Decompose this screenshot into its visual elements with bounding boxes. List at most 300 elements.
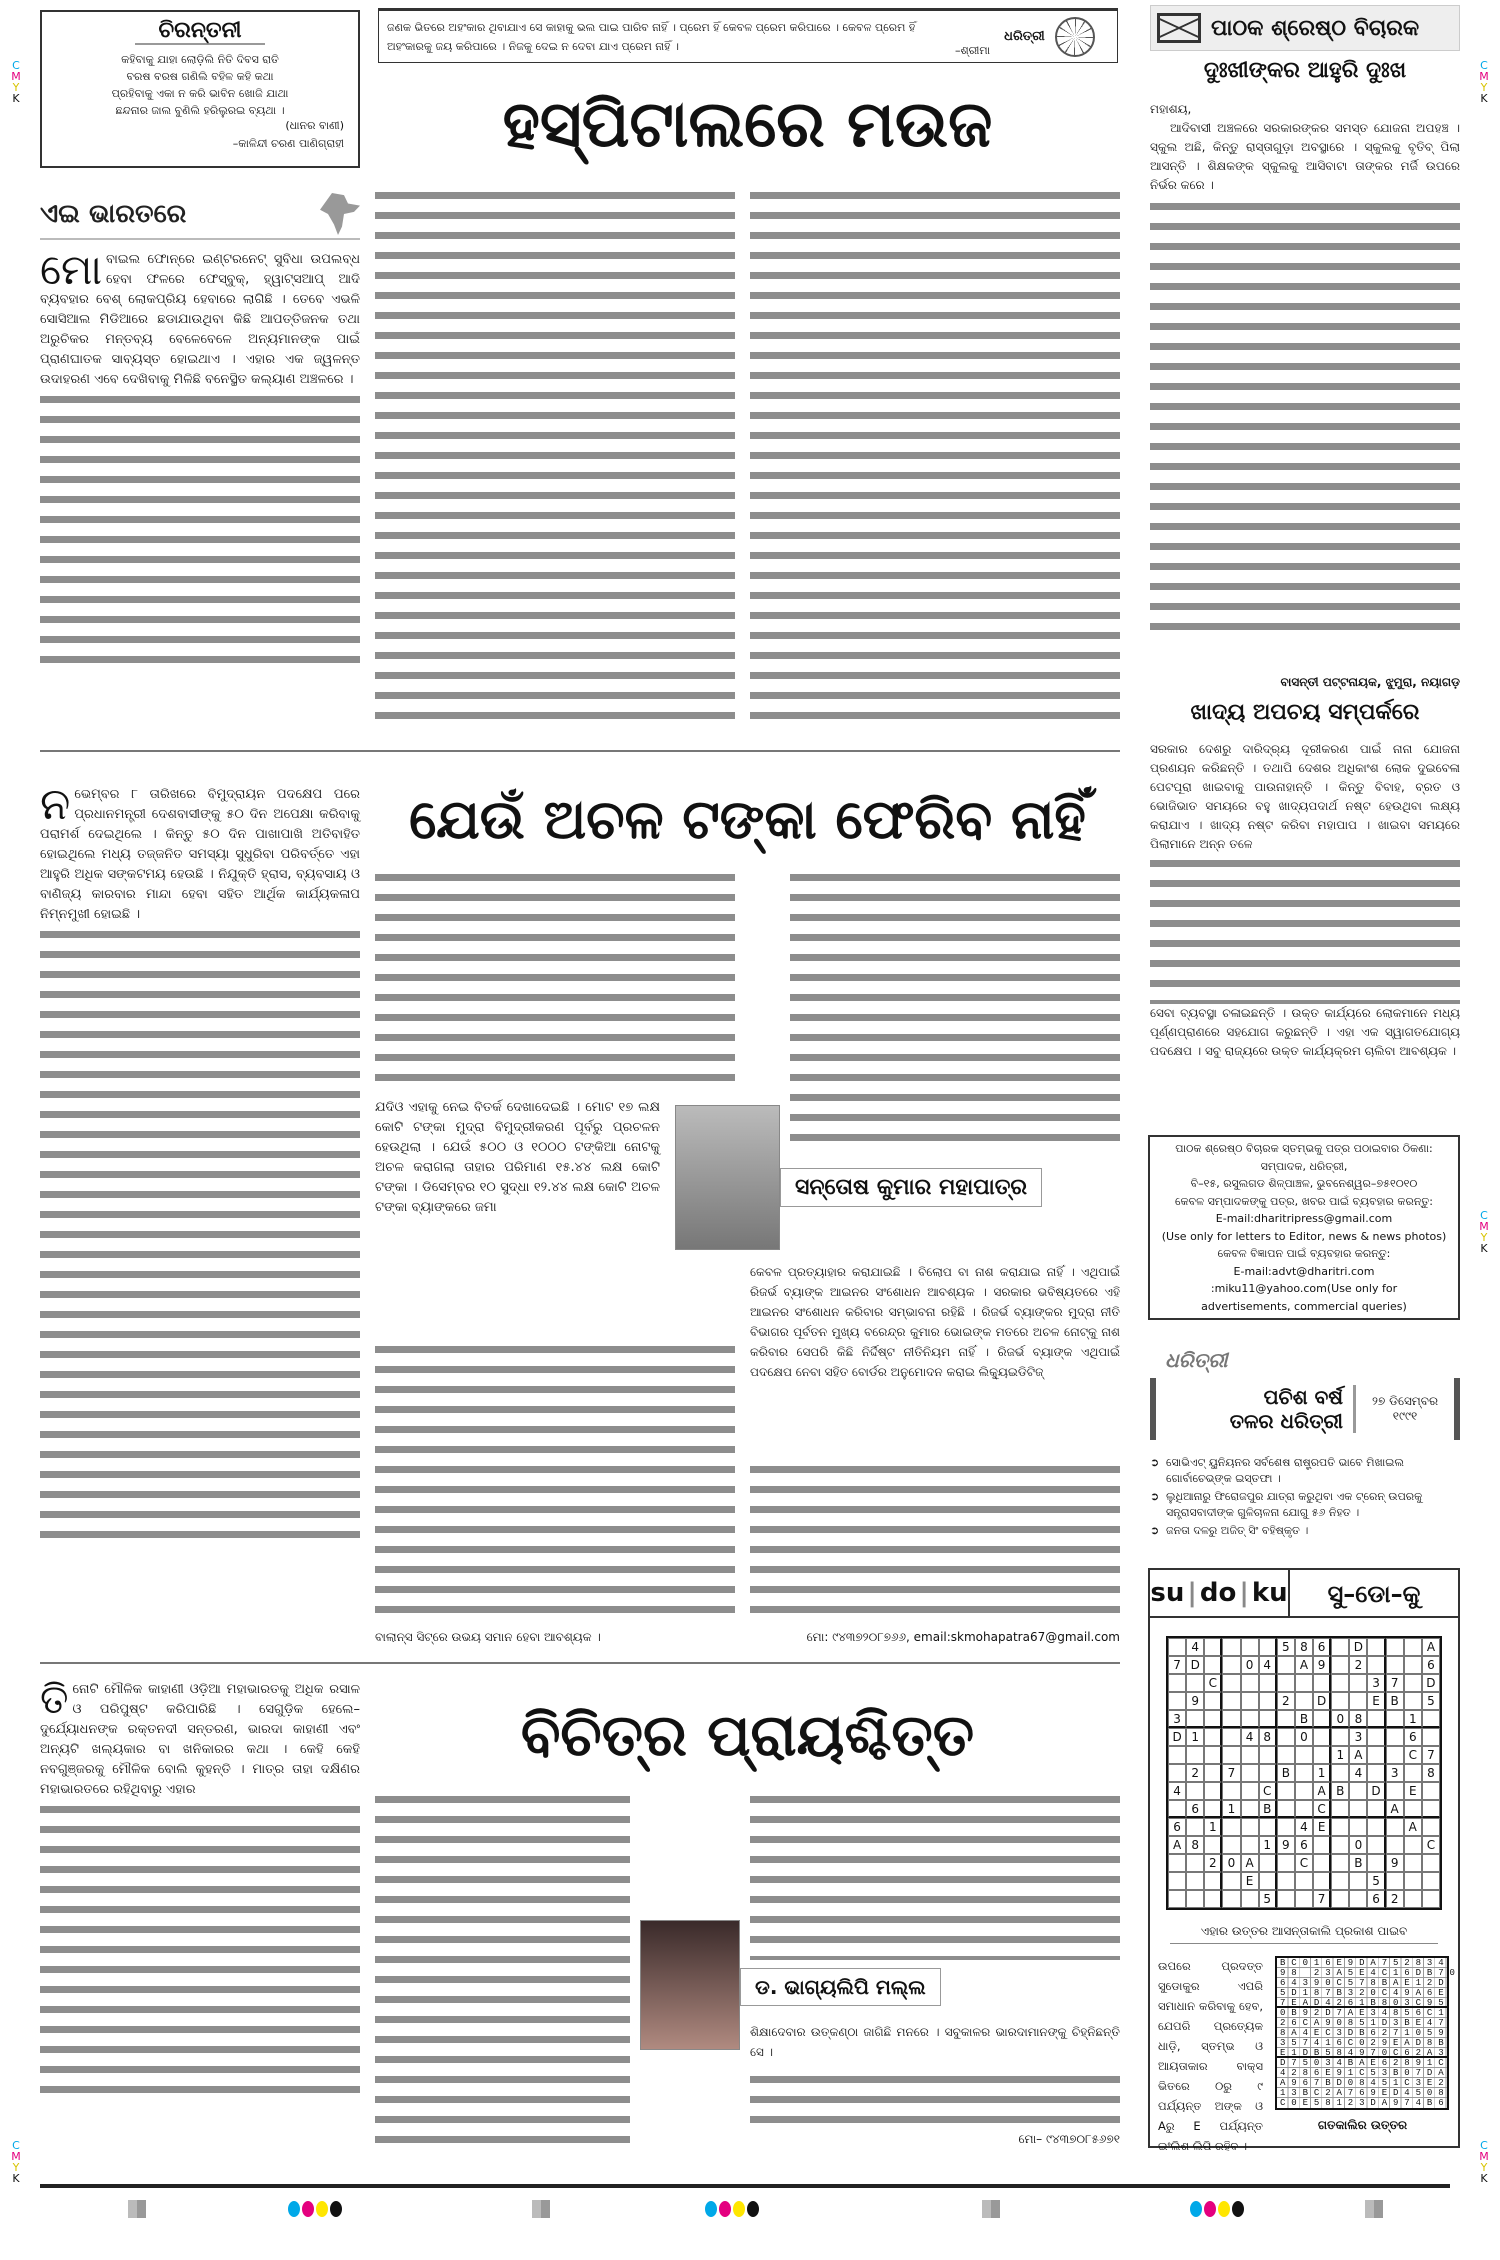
sudoku-cell[interactable]: 6 — [1313, 1638, 1331, 1656]
sudoku-cell[interactable]: A — [1349, 1746, 1367, 1764]
sudoku-cell[interactable]: 1 — [1222, 1800, 1240, 1818]
sudoku-cell[interactable]: 1 — [1331, 1746, 1349, 1764]
article2-dropcap: ନ — [40, 779, 71, 830]
sudoku-cell[interactable] — [1295, 1782, 1313, 1800]
sudoku-cell[interactable]: A — [1313, 1782, 1331, 1800]
sudoku-cell[interactable] — [1367, 1818, 1385, 1836]
sudoku-cell[interactable] — [1349, 1800, 1367, 1818]
sudoku-cell[interactable] — [1204, 1782, 1222, 1800]
sudoku-cell[interactable] — [1241, 1764, 1259, 1782]
sudoku-cell[interactable] — [1204, 1638, 1222, 1656]
article3-contact: ମୋ– ୯୪୩୭୦୮୫୬୭୧ — [1018, 2132, 1120, 2146]
sudoku-cell[interactable]: 7 — [1168, 1656, 1186, 1674]
sudoku-cell[interactable] — [1168, 1674, 1186, 1692]
sudoku-cell[interactable]: 4 — [1349, 1764, 1367, 1782]
sudoku-cell[interactable] — [1295, 1746, 1313, 1764]
registration-mark-cmyk-right-mid: C M Y K — [1479, 1209, 1489, 1255]
sudoku-cell[interactable] — [1386, 1728, 1404, 1746]
sudoku-answer-row: A967BD08451C3E2 — [1277, 2078, 1447, 2088]
sudoku-cell[interactable]: 1 — [1204, 1818, 1222, 1836]
sudoku-cell[interactable] — [1186, 1674, 1204, 1692]
chirantani-line: କହିବାକୁ ଯାହା ଲୋଡ଼ିଲି ନିତି ଦିବସ ରାତି — [121, 53, 279, 66]
article2-col2: ଯଦିଓ ଏହାକୁ ନେଇ ବିତର୍କ ଦେଖାଦେଇଛି । ମୋଟ ୧୭ ଲକ୍ଷ କୋଟି ଟଙ୍କା ମୁଦ୍ରା ବିମୁଦ୍ରୀକରଣ ପୂର୍ବରୁ ପ୍ରଚଳନ ହେଉଥିଲା । ଯେଉଁ ୫୦୦ ଓ ୧୦୦୦ ଟଙ୍କିଆ ନୋଟକୁ ଅଚଳ କରାଗଲା ତାହାର ପରିମାଣ ୧୫.୪୪ ଲକ୍ଷ କୋଟି ଟଙ୍କା । ଡିସେମ୍ବର ୧୦ ସୁଦ୍ଧା ୧୨.୪୪ ଲକ୍ଷ କୋଟି ଅଚଳ ଟଙ୍କା ବ୍ୟାଙ୍କରେ ଜମା — [375, 1100, 660, 1215]
sudoku-cell[interactable] — [1204, 1836, 1222, 1854]
sudoku-cell[interactable] — [1331, 1674, 1349, 1692]
sudoku-cell[interactable]: 0 — [1222, 1854, 1240, 1872]
color-dot — [316, 2201, 328, 2217]
sudoku-cell[interactable] — [1422, 1872, 1440, 1890]
sudoku-cell[interactable]: A — [1422, 1638, 1440, 1656]
sudoku-cell[interactable]: D — [1349, 1638, 1367, 1656]
sudoku-cell[interactable] — [1168, 1764, 1186, 1782]
gray-patch — [128, 2200, 146, 2218]
years25-logo: ଧରିତ୍ରୀ — [1165, 1348, 1228, 1372]
sudoku-answer-row: BC016E9DA752834 — [1277, 1958, 1447, 1968]
sudoku-cell[interactable]: 4 — [1186, 1638, 1204, 1656]
sudoku-cell[interactable]: 0 — [1241, 1656, 1259, 1674]
sudoku-cell[interactable] — [1295, 1872, 1313, 1890]
sudoku-cell[interactable]: C — [1313, 1800, 1331, 1818]
letter2-text: ସରକାର ଦେଶରୁ ଦାରିଦ୍ର୍ୟ ଦୂରୀକରଣ ପାଇଁ ନାନା ଯୋଜନା ପ୍ରଣୟନ କରିଛନ୍ତି । ତଥାପି ଦେଶର ଅଧିକାଂଶ ଲୋକ ଦୁଇବେଳା ପେଟପୂରା ଖାଇବାକୁ ପାଉନାହାନ୍ତି । କିନ୍ତୁ ବିବାହ, ବ୍ରତ ଓ ଭୋଜିଭାତ ସମୟରେ ବହୁ ଖାଦ୍ୟପଦାର୍ଥ ନଷ୍ଟ ହେଉଥିବା ଲକ୍ଷ୍ୟ କରାଯାଏ । ଖାଦ୍ୟ ନଷ୍ଟ କରିବା ମହାପାପ । ଖାଇବା ସମୟରେ ପିଲାମାନେ ଅନ୍ନ ତଳେ — [1150, 742, 1460, 851]
sudoku-cell[interactable] — [1404, 1638, 1422, 1656]
sudoku-cell[interactable] — [1422, 1710, 1440, 1728]
sudoku-cell[interactable]: 5 — [1422, 1692, 1440, 1710]
article3-col3-top — [750, 1790, 1120, 1960]
sudoku-cell[interactable] — [1259, 1674, 1277, 1692]
sudoku-answer-row: C0E58123DA974B6 — [1280, 2098, 1450, 2108]
article2-text: ଭେମ୍ବର ୮ ତାରିଖରେ ବିମୁଦ୍ରାୟନ ପଦକ୍ଷେପ ପରେ ପ୍ରଧାନମନ୍ତ୍ରୀ ଦେଶବାସୀଙ୍କୁ ୫୦ ଦିନ ଅପେକ୍ଷା କରିବାକୁ ପରାମର୍ଶ ଦେଇଥିଲେ । କିନ୍ତୁ ୫୦ ଦିନ ପାଖାପାଖି ଅତିବାହିତ ହୋଇଥିଲେ ମଧ୍ୟ ତଜ୍ଜନିତ ସମସ୍ୟା ସୁଧୁରିବା ପରିବର୍ତ୍ତେ ଏହା ଆହୁରି ଅଧିକ ସଙ୍କଟମୟ ହେଉଛି । ନିଯୁକ୍ତି ହ୍ରାସ, ବ୍ୟବସାୟ ଓ ବାଣିଜ୍ୟ କାରବାର ମାନ୍ଦା ହେବା ସହିତ ଆର୍ଥିକ କାର୍ଯ୍ୟକଳାପ ନିମ୍ନମୁଖୀ ହୋଇଛି । — [40, 787, 360, 922]
sudoku-cell[interactable] — [1422, 1854, 1440, 1872]
sudoku-cell[interactable] — [1277, 1800, 1295, 1818]
letter1-text-continued — [1150, 197, 1460, 637]
sudoku-cell[interactable] — [1204, 1710, 1222, 1728]
sudoku-cell[interactable] — [1386, 1782, 1404, 1800]
sudoku-cell[interactable] — [1313, 1872, 1331, 1890]
sudoku-cell[interactable] — [1241, 1836, 1259, 1854]
sudoku-cell[interactable]: 3 — [1367, 1674, 1385, 1692]
sudoku-cell[interactable] — [1404, 1836, 1422, 1854]
sudoku-cell[interactable]: A — [1386, 1800, 1404, 1818]
sudoku-cell[interactable] — [1241, 1674, 1259, 1692]
sudoku-cell[interactable] — [1222, 1638, 1240, 1656]
sudoku-cell[interactable] — [1349, 1890, 1367, 1908]
sudoku-cell[interactable] — [1277, 1728, 1295, 1746]
sudoku-cell[interactable] — [1331, 1854, 1349, 1872]
sudoku-cell[interactable]: 6 — [1367, 1890, 1385, 1908]
article3-col1 — [40, 1677, 360, 2150]
article2-col3-bottom — [750, 1460, 1120, 1620]
sudoku-cell[interactable] — [1404, 1872, 1422, 1890]
sudoku-answer-row: 4286E91C53B07DA — [1277, 2068, 1447, 2078]
sudoku-cell[interactable] — [1204, 1872, 1222, 1890]
sudoku-cell[interactable]: E — [1404, 1782, 1422, 1800]
sudoku-cell[interactable] — [1222, 1674, 1240, 1692]
color-dot — [1218, 2201, 1230, 2217]
sudoku-cell[interactable] — [1386, 1656, 1404, 1674]
sudoku-cell[interactable] — [1204, 1692, 1222, 1710]
sudoku-cell[interactable]: 3 — [1386, 1764, 1404, 1782]
sudoku-cell[interactable] — [1349, 1692, 1367, 1710]
sudoku-cell[interactable] — [1186, 1782, 1204, 1800]
sudoku-cell[interactable] — [1295, 1800, 1313, 1818]
years25-date-line: ୧୯୯୧ — [1392, 1409, 1418, 1423]
article2-col3: କେବଳ ପ୍ରତ୍ୟାହାର କରାଯାଇଛି । ବିଲୋପ ବା ନାଶ କରାଯାଇ ନାହିଁ । ଏଥିପାଇଁ ରିଜର୍ଭ ବ୍ୟାଙ୍କ ଆଇନର ସଂଶୋଧନ ଆବଶ୍ୟକ । ସରକାର ଭବିଷ୍ୟତରେ ଏହି ଆଇନର ସଂଶୋଧନ କରିବାର ସମ୍ଭାବନା ରହିଛି । ରିଜର୍ଭ ବ୍ୟାଙ୍କର ମୁଦ୍ରା ନୀତି ବିଭାଗର ପୂର୍ବତନ ମୁଖ୍ୟ ବରେନ୍ଦ୍ର କୁମାର ଭୋଇଙ୍କ ମତରେ ଅଚଳ ନୋଟ୍‌କୁ ନାଶ କରିବାର ସେପରି କିଛି ନିର୍ଦ୍ଦିଷ୍ଟ ନୀତିନିୟମ ନାହିଁ । ରିଜର୍ଭ ବ୍ୟାଙ୍କ ଏଥିପାଇଁ ପଦକ୍ଷେପ ନେବା ସହିତ ବୋର୍ଡର ଅନୁମୋଦନ କରାଇ ଲିକ୍ୟୁଇଡିଟିଜ୍ — [750, 1265, 1120, 1379]
sudoku-cell[interactable] — [1404, 1656, 1422, 1674]
sudoku-cell[interactable] — [1222, 1872, 1240, 1890]
letters-header-title: ପାଠକ ଶ୍ରେଷ୍ଠ ବିଚାରକ — [1211, 15, 1420, 41]
sudoku-cell[interactable] — [1259, 1638, 1277, 1656]
sudoku-cell[interactable] — [1168, 1872, 1186, 1890]
sudoku-cell[interactable] — [1313, 1836, 1331, 1854]
sudoku-cell[interactable] — [1168, 1638, 1186, 1656]
sudoku-cell[interactable]: 6 — [1168, 1818, 1186, 1836]
sudoku-cell[interactable] — [1222, 1692, 1240, 1710]
sudoku-cell[interactable] — [1277, 1782, 1295, 1800]
sudoku-cell[interactable] — [1404, 1764, 1422, 1782]
sudoku-cell[interactable]: C — [1259, 1782, 1277, 1800]
sudoku-cell[interactable]: 7 — [1222, 1764, 1240, 1782]
sudoku-cell[interactable] — [1241, 1692, 1259, 1710]
contact-email-yahoo[interactable]: :miku11@yahoo.com(Use only for — [1210, 1282, 1398, 1295]
sudoku-answer-row: 13BC2A769ED4508 — [1277, 2088, 1447, 2098]
sudoku-cell[interactable] — [1386, 1872, 1404, 1890]
sudoku-cell[interactable] — [1277, 1674, 1295, 1692]
sudoku-cell[interactable]: A — [1295, 1656, 1313, 1674]
sudoku-cell[interactable]: 8 — [1186, 1836, 1204, 1854]
letter1-text: ଆଦିବାସୀ ଅଞ୍ଚଳରେ ସରକାରଙ୍କର ସମସ୍ତ ଯୋଜନା ଅପହଞ୍ଚ । ସ୍କୁଲ ଅଛି, କିନ୍ତୁ ରାସ୍ତାଗୁଡ଼ା ଅବସ୍ଥାରେ । ସ୍କୁଲକୁ ବୃତିବ୍ ପିଲା ଆସନ୍ତି । ଶିକ୍ଷକଙ୍କ ସ୍କୁଲକୁ ଆସିବାଟା ତାଙ୍କର ମର୍ଜି ଉପରେ ନିର୍ଭର କରେ । — [1150, 121, 1460, 192]
sudoku-cell[interactable]: B — [1349, 1854, 1367, 1872]
sudoku-cell[interactable] — [1313, 1728, 1331, 1746]
letter1-title: ଦୁଃଖୀଙ୍କର ଆହୁରି ଦୁଃଖ — [1203, 58, 1407, 83]
color-dot — [288, 2201, 300, 2217]
chirantani-line: ବରଷ ବରଷ ଗଣିଲି ବହିଳ କହି କଥା — [126, 70, 274, 83]
contact-box — [1148, 1135, 1460, 1320]
quote-author: –ଶ୍ରୀମା — [955, 44, 991, 57]
sudoku-cell[interactable]: 2 — [1277, 1692, 1295, 1710]
sudoku-cell[interactable]: A — [1241, 1854, 1259, 1872]
sudoku-cell[interactable] — [1422, 1800, 1440, 1818]
sudoku-cell[interactable] — [1367, 1800, 1385, 1818]
sudoku-cell[interactable] — [1168, 1692, 1186, 1710]
divider — [40, 1662, 1120, 1664]
bullet-item: ➲ ସୋଭିଏଟ୍ ୟୁନିୟନର ସର୍ବଶେଷ ରାଷ୍ଟ୍ରପତି ଭାବେ ମିଖାଇଲ ଗୋର୍ବାଚେଭ୍‌ଙ୍କ ଇସ୍ତଫା । — [1150, 1456, 1404, 1485]
sudoku-cell[interactable] — [1186, 1890, 1204, 1908]
sudoku-cell[interactable]: 2 — [1204, 1854, 1222, 1872]
color-dot — [1190, 2201, 1202, 2217]
sudoku-cell[interactable]: E — [1241, 1872, 1259, 1890]
sudoku-cell[interactable] — [1186, 1746, 1204, 1764]
sudoku-cell[interactable] — [1259, 1764, 1277, 1782]
sudoku-cell[interactable] — [1422, 1818, 1440, 1836]
sudoku-cell[interactable] — [1331, 1656, 1349, 1674]
sudoku-cell[interactable] — [1277, 1746, 1295, 1764]
sudoku-cell[interactable] — [1367, 1746, 1385, 1764]
sudoku-cell[interactable] — [1295, 1890, 1313, 1908]
contact-email-advt[interactable]: E-mail:advt@dharitri.com — [1233, 1264, 1375, 1278]
contact-line: advertisements, commercial queries) — [1201, 1299, 1407, 1313]
sudoku-cell[interactable]: 0 — [1349, 1836, 1367, 1854]
sudoku-cell[interactable] — [1313, 1710, 1331, 1728]
article2-col3-top — [790, 868, 1120, 1148]
contact-email-press[interactable]: E-mail:dharitripress@gmail.com — [1215, 1212, 1393, 1225]
sudoku-cell[interactable] — [1222, 1728, 1240, 1746]
quote-text: ଜଣକ ଭିତରେ ଅହଂକାର ଥିବାଯାଏ ସେ କାହାକୁ ଭଲ ପାଇ ପାରିବ ନାହିଁ । ପ୍ରେମ ହିଁ କେବଳ ପ୍ରେମ କରିପାରେ । କେବଳ ପ୍ରେମ ହିଁ ଅହଂକାରକୁ ଜୟ କରିପାରେ । ନିଜକୁ ଦେଇ ନ ଦେବା ଯାଏ ପ୍ରେମ ନାହିଁ । — [387, 20, 916, 53]
sudoku-cell[interactable] — [1204, 1890, 1222, 1908]
sudoku-cell[interactable] — [1259, 1872, 1277, 1890]
sudoku-cell[interactable] — [1386, 1818, 1404, 1836]
sudoku-cell[interactable]: D — [1168, 1728, 1186, 1746]
sudoku-cell[interactable] — [1404, 1854, 1422, 1872]
gray-patch — [1365, 2200, 1383, 2218]
color-dot — [747, 2201, 759, 2217]
sudoku-cell[interactable] — [1277, 1854, 1295, 1872]
sudoku-cell[interactable] — [1186, 1710, 1204, 1728]
article3-col2 — [375, 1790, 630, 2150]
chirantani-title: ଚିରନ୍ତନୀ — [135, 18, 265, 45]
sudoku-cell[interactable] — [1186, 1854, 1204, 1872]
sudoku-cell[interactable]: 2 — [1186, 1764, 1204, 1782]
sudoku-answer-row: 98 23A5E4C16DB70 — [1277, 1968, 1447, 1978]
sudoku-cell[interactable] — [1295, 1692, 1313, 1710]
sudoku-cell[interactable] — [1204, 1764, 1222, 1782]
sudoku-cell[interactable]: B — [1259, 1800, 1277, 1818]
sudoku-answer-label: ଗତକାଲିର ଉତ୍ତର — [1317, 2118, 1408, 2132]
sudoku-cell[interactable]: 6 — [1422, 1656, 1440, 1674]
sudoku-cell[interactable]: 9 — [1386, 1854, 1404, 1872]
sudoku-title-en: ku — [1251, 1578, 1288, 1608]
sudoku-cell[interactable]: B — [1295, 1710, 1313, 1728]
sudoku-cell[interactable]: B — [1277, 1764, 1295, 1782]
sudoku-next-answer-note: ଏହାର ଉତ୍ତର ଆସନ୍ତାକାଲି ପ୍ରକାଶ ପାଇବ — [1170, 1924, 1438, 1944]
sudoku-cell[interactable] — [1331, 1764, 1349, 1782]
sudoku-cell[interactable] — [1186, 1818, 1204, 1836]
sudoku-cell[interactable] — [1295, 1674, 1313, 1692]
article2-contact: ମୋ: ୯୪୩୭୨୦୮୭୬୬, email:skmohapatra67@gmail.com — [806, 1630, 1120, 1644]
sudoku-cell[interactable] — [1277, 1818, 1295, 1836]
sudoku-cell[interactable]: 2 — [1349, 1656, 1367, 1674]
sudoku-cell[interactable]: 6 — [1295, 1836, 1313, 1854]
sudoku-cell[interactable]: E — [1367, 1692, 1385, 1710]
sudoku-cell[interactable] — [1331, 1818, 1349, 1836]
sudoku-cell[interactable] — [1259, 1854, 1277, 1872]
envelope-icon — [1157, 13, 1201, 43]
sudoku-cell[interactable] — [1204, 1728, 1222, 1746]
sudoku-cell[interactable]: 4 — [1168, 1782, 1186, 1800]
article3-col3: ଶିକ୍ଷାଦେବାର ଉତ୍କଣ୍ଠା ଜାଗିଛି ମନରେ । ସବୁକାଳର ଭାରଦାମାନଙ୍କୁ ଚିହ୍ନିଛନ୍ତି ସେ । — [750, 2025, 1120, 2059]
sudoku-cell[interactable] — [1168, 1890, 1186, 1908]
sudoku-cell[interactable] — [1367, 1728, 1385, 1746]
sudoku-cell[interactable] — [1367, 1638, 1385, 1656]
sudoku-cell[interactable] — [1331, 1638, 1349, 1656]
sudoku-cell[interactable] — [1168, 1746, 1186, 1764]
sudoku-cell[interactable] — [1386, 1836, 1404, 1854]
color-dots — [705, 2201, 761, 2221]
sudoku-cell[interactable] — [1386, 1746, 1404, 1764]
sudoku-title-or: ସୁ–ଡୋ–କୁ — [1327, 1580, 1421, 1608]
sudoku-cell[interactable]: 9 — [1186, 1692, 1204, 1710]
sudoku-cell[interactable]: 7 — [1386, 1674, 1404, 1692]
sudoku-cell[interactable] — [1313, 1854, 1331, 1872]
sudoku-cell[interactable] — [1367, 1764, 1385, 1782]
section-header-ei-bharatare — [40, 190, 360, 240]
years25-title — [1156, 1385, 1356, 1433]
sudoku-cell[interactable]: 8 — [1349, 1710, 1367, 1728]
sudoku-cell[interactable] — [1186, 1872, 1204, 1890]
sudoku-cell[interactable]: C — [1204, 1674, 1222, 1692]
sudoku-cell[interactable] — [1222, 1710, 1240, 1728]
sudoku-cell[interactable] — [1222, 1746, 1240, 1764]
article1-dropcap: ମୋ — [40, 245, 103, 294]
sudoku-cell[interactable] — [1222, 1782, 1240, 1800]
sudoku-cell[interactable]: 1 — [1259, 1836, 1277, 1854]
sudoku-cell[interactable]: 4 — [1259, 1656, 1277, 1674]
sudoku-grid — [1166, 1636, 1442, 1910]
sudoku-cell[interactable]: 5 — [1277, 1638, 1295, 1656]
sudoku-answer-row: 8A4EC3DB6271059 — [1277, 2028, 1447, 2038]
sudoku-cell[interactable] — [1367, 1854, 1385, 1872]
sudoku-cell[interactable]: 4 — [1241, 1728, 1259, 1746]
sudoku-cell[interactable]: B — [1331, 1782, 1349, 1800]
sudoku-cell[interactable] — [1168, 1800, 1186, 1818]
sudoku-cell[interactable] — [1241, 1818, 1259, 1836]
sudoku-cell[interactable]: D — [1367, 1782, 1385, 1800]
sudoku-cell[interactable] — [1331, 1872, 1349, 1890]
sudoku-cell[interactable] — [1367, 1836, 1385, 1854]
sudoku-cell[interactable]: 8 — [1259, 1728, 1277, 1746]
sudoku-cell[interactable] — [1386, 1638, 1404, 1656]
sudoku-cell[interactable] — [1331, 1692, 1349, 1710]
sudoku-cell[interactable]: 5 — [1367, 1872, 1385, 1890]
sudoku-cell[interactable] — [1349, 1782, 1367, 1800]
sudoku-cell[interactable]: 8 — [1295, 1638, 1313, 1656]
article1-text: ବାଇଲ ଫୋନ୍‌ରେ ଇଣ୍ଟରନେଟ୍ ସୁବିଧା ଉପଲବ୍ଧ ହେବା ଫଳରେ ଫେସ୍‌ବୁକ୍, ହ୍ୱାଟ୍‌ସଆପ୍ ଆଦି ବ୍ୟବହାର ବେଶ୍ ଲୋକପ୍ରିୟ ହେବାରେ ଲାଗିଛି । ତେବେ ଏଭଳି ସୋସିଆଲ ମିଡିଆରେ ଛଡାଯାଉଥିବା କିଛି ଆପତ୍ତିଜନକ ତଥା ଅରୁଚିକର ମନ୍ତବ୍ୟ ବେଳେବେଳେ ଅନ୍ୟମାନଙ୍କ ପାଇଁ ପ୍ରାଣଘାତକ ସାବ୍ୟସ୍ତ ହୋଇଥାଏ । ଏହାର ଏକ ଜ୍ୱଳନ୍ତ ଉଦାହରଣ ଏବେ ଦେଖିବାକୁ ମିଳିଛି ବନେସ୍ଥିତ କଲ୍ୟାଣ ଅଞ୍ଚଳରେ । — [40, 252, 360, 387]
years25-date-line: ୨୭ ଡିସେମ୍ବର — [1371, 1394, 1439, 1408]
sudoku-cell[interactable] — [1404, 1800, 1422, 1818]
sudoku-cell[interactable]: 1 — [1313, 1764, 1331, 1782]
sudoku-cell[interactable]: 3 — [1349, 1728, 1367, 1746]
sudoku-cell[interactable]: 6 — [1186, 1800, 1204, 1818]
sudoku-cell[interactable] — [1349, 1818, 1367, 1836]
sudoku-cell[interactable]: D — [1313, 1692, 1331, 1710]
sudoku-cell[interactable] — [1277, 1890, 1295, 1908]
sudoku-cell[interactable]: B — [1386, 1692, 1404, 1710]
sudoku-cell[interactable] — [1222, 1818, 1240, 1836]
sudoku-cell[interactable]: C — [1295, 1854, 1313, 1872]
article1-text-continued — [40, 390, 360, 670]
color-dots — [1190, 2201, 1246, 2221]
sudoku-title-en: su — [1150, 1578, 1185, 1608]
letter2-text-continued — [1150, 854, 1460, 1004]
sudoku-cell[interactable] — [1331, 1800, 1349, 1818]
sudoku-cell[interactable]: D — [1422, 1674, 1440, 1692]
sudoku-cell[interactable] — [1404, 1674, 1422, 1692]
sudoku-cell[interactable] — [1277, 1872, 1295, 1890]
sudoku-cell[interactable]: 6 — [1404, 1728, 1422, 1746]
sudoku-cell[interactable] — [1331, 1728, 1349, 1746]
sudoku-cell[interactable]: 0 — [1331, 1710, 1349, 1728]
registration-mark-cmyk-left-top: C M Y K — [11, 59, 21, 105]
sudoku-cell[interactable] — [1259, 1710, 1277, 1728]
article2-text-continued — [40, 925, 360, 1545]
sudoku-cell[interactable] — [1277, 1656, 1295, 1674]
sudoku-cell[interactable] — [1222, 1836, 1240, 1854]
sudoku-cell[interactable]: 5 — [1259, 1890, 1277, 1908]
sudoku-cell[interactable]: 7 — [1422, 1746, 1440, 1764]
sudoku-cell[interactable]: E — [1313, 1818, 1331, 1836]
sudoku-cell[interactable]: 3 — [1168, 1710, 1186, 1728]
sudoku-cell[interactable] — [1168, 1854, 1186, 1872]
sudoku-cell[interactable]: C — [1404, 1746, 1422, 1764]
sudoku-cell[interactable] — [1241, 1782, 1259, 1800]
sudoku-cell[interactable] — [1422, 1728, 1440, 1746]
letter2-body — [1150, 740, 1460, 1120]
sudoku-cell[interactable] — [1204, 1800, 1222, 1818]
quote-box — [378, 8, 1118, 63]
sudoku-cell[interactable] — [1331, 1890, 1349, 1908]
sudoku-cell[interactable]: 2 — [1386, 1890, 1404, 1908]
sudoku-cell[interactable]: A — [1168, 1836, 1186, 1854]
author-photo-bhagyalipi — [640, 1920, 740, 2050]
sudoku-cell[interactable] — [1349, 1872, 1367, 1890]
sudoku-cell[interactable]: 9 — [1313, 1656, 1331, 1674]
sudoku-cell[interactable] — [1331, 1836, 1349, 1854]
sudoku-cell[interactable] — [1259, 1818, 1277, 1836]
contact-line: ପାଠକ ଶ୍ରେଷ୍ଠ ବିଚାରକ ସ୍ତମ୍ଭକୁ ପତ୍ର ପଠାଇବାର ଠିକଣା: — [1175, 1142, 1433, 1155]
sudoku-cell[interactable] — [1367, 1656, 1385, 1674]
sudoku-cell[interactable] — [1241, 1800, 1259, 1818]
sudoku-cell[interactable]: 1 — [1186, 1728, 1204, 1746]
sudoku-cell[interactable]: 7 — [1313, 1890, 1331, 1908]
sudoku-cell[interactable] — [1367, 1710, 1385, 1728]
sudoku-cell[interactable] — [1241, 1746, 1259, 1764]
sudoku-cell[interactable] — [1313, 1746, 1331, 1764]
sudoku-cell[interactable] — [1241, 1710, 1259, 1728]
article2-col2-top — [375, 868, 735, 1088]
sudoku-cell[interactable]: C — [1422, 1836, 1440, 1854]
sudoku-cell[interactable] — [1386, 1710, 1404, 1728]
sudoku-cell[interactable] — [1295, 1764, 1313, 1782]
sudoku-cell[interactable]: A — [1404, 1818, 1422, 1836]
sudoku-cell[interactable] — [1241, 1890, 1259, 1908]
sudoku-cell[interactable]: 0 — [1295, 1728, 1313, 1746]
sudoku-cell[interactable] — [1204, 1746, 1222, 1764]
sudoku-cell[interactable] — [1422, 1782, 1440, 1800]
sudoku-cell[interactable]: 9 — [1277, 1836, 1295, 1854]
article3-headline: ବିଚିତ୍ର ପ୍ରାୟଶ୍ଚିତ୍ତ — [520, 1701, 975, 1769]
sudoku-cell[interactable]: 8 — [1422, 1764, 1440, 1782]
sudoku-cell[interactable] — [1222, 1656, 1240, 1674]
years25-box — [1150, 1378, 1460, 1440]
sudoku-cell[interactable] — [1259, 1692, 1277, 1710]
sudoku-cell[interactable] — [1313, 1674, 1331, 1692]
sudoku-cell[interactable]: 4 — [1295, 1818, 1313, 1836]
sudoku-cell[interactable] — [1277, 1710, 1295, 1728]
sudoku-cell[interactable] — [1349, 1674, 1367, 1692]
sudoku-cell[interactable] — [1422, 1890, 1440, 1908]
years25-title-line: ତଳର ଧରିତ୍ରୀ — [1229, 1409, 1343, 1433]
sudoku-cell[interactable] — [1404, 1692, 1422, 1710]
sudoku-cell[interactable]: D — [1186, 1656, 1204, 1674]
sudoku-cell[interactable] — [1222, 1890, 1240, 1908]
sudoku-cell[interactable] — [1259, 1746, 1277, 1764]
letter1-salutation: ମହାଶୟ, — [1150, 102, 1192, 116]
chirantani-line: ପ୍ରହିବାକୁ ଏକା ନ କରି ଭାବିନ ଖୋଜି ଯାଥା — [111, 87, 289, 100]
letter2-title: ଖାଦ୍ୟ ଅପଚୟ ସମ୍ପର୍କରେ — [1190, 700, 1420, 725]
sudoku-cell[interactable] — [1204, 1656, 1222, 1674]
sudoku-cell[interactable] — [1241, 1638, 1259, 1656]
sudoku-cell[interactable]: 1 — [1404, 1710, 1422, 1728]
sudoku-cell[interactable] — [1404, 1890, 1422, 1908]
